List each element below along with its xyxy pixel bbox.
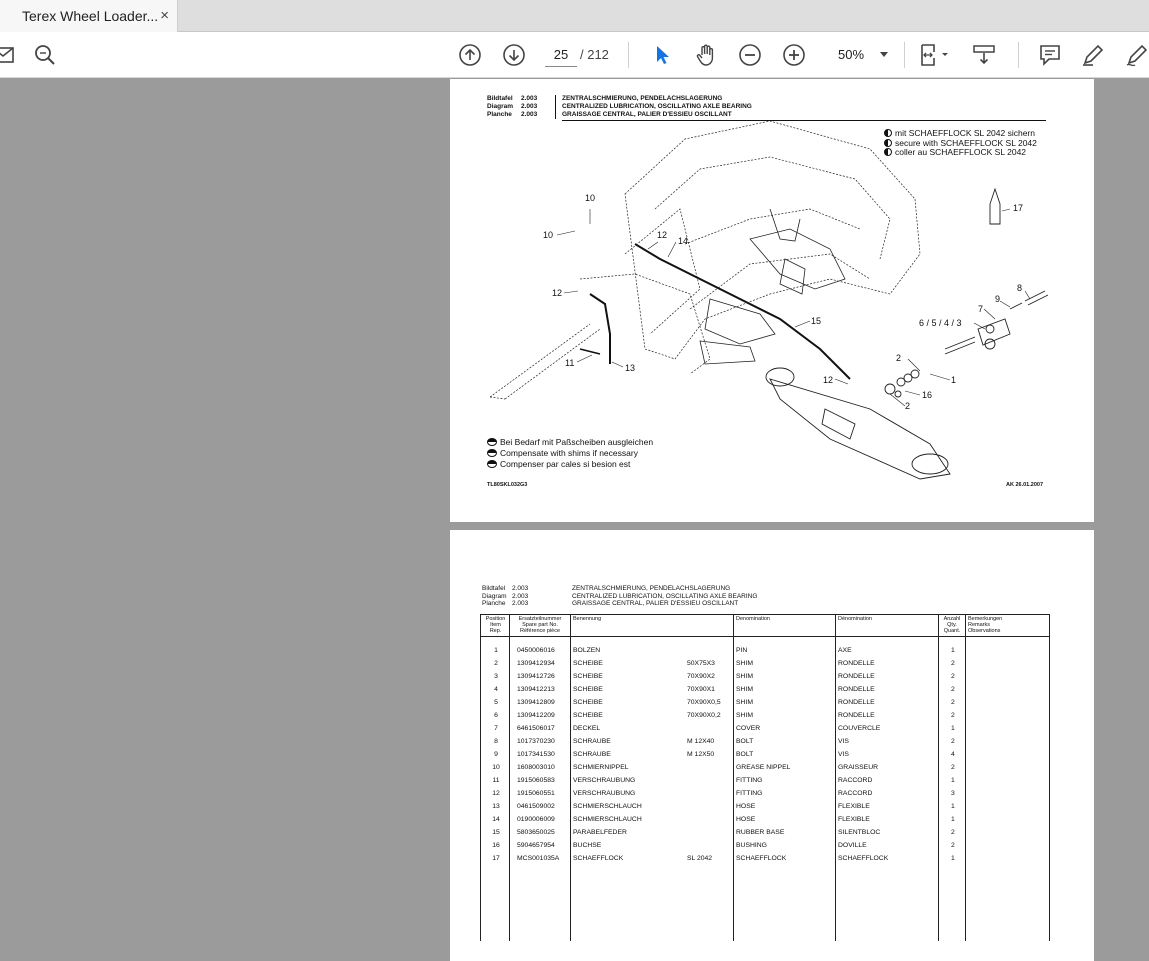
toolbar-divider [1018, 42, 1019, 68]
row-quantity: 2 [951, 738, 955, 745]
row-part-number: 1915060551 [517, 790, 555, 797]
row-benennung: VERSCHRAUBUNG [573, 777, 636, 784]
row-part-number: MCS001035A [517, 855, 560, 862]
table-row [481, 801, 1051, 814]
callout-label: 11 [565, 358, 575, 368]
legend-text: Compensate with shims if necessary [500, 448, 638, 458]
legend-text: secure with SCHAEFFLOCK SL 2042 [895, 137, 1037, 148]
pdf-toolbar [0, 32, 1149, 78]
row-spec: 70X90X0,2 [687, 712, 721, 719]
row-spec: SL 2042 [687, 855, 713, 862]
header-number: 2.003 [521, 111, 538, 118]
close-tab-icon[interactable]: × [160, 7, 169, 24]
previous-page-icon[interactable] [457, 42, 483, 68]
row-denomination-en: BOLT [736, 751, 754, 758]
header-title: ZENTRALSCHMIERUNG, PENDELACHSLAGERUNG [562, 95, 723, 102]
callout-label: 12 [823, 375, 834, 385]
table-row [481, 723, 1051, 736]
row-quantity: 2 [951, 686, 955, 693]
table-row [481, 814, 1051, 827]
header-line: Référence pièce [519, 628, 561, 634]
row-denomination-fr: AXE [838, 647, 852, 654]
row-position: 15 [492, 829, 500, 836]
row-benennung: SCHEIBE [573, 712, 603, 719]
row-denomination-en: COVER [736, 725, 761, 732]
row-position: 6 [494, 712, 498, 719]
row-denomination-fr: FLEXIBLE [838, 816, 870, 823]
row-quantity: 2 [951, 829, 955, 836]
row-part-number: 1309412209 [517, 712, 555, 719]
zoom-level-select[interactable]: 50% [838, 47, 865, 62]
header-line: Qty. [947, 622, 957, 628]
callout-label: 2 [905, 401, 911, 411]
column-header-qty [940, 616, 964, 634]
table-row [481, 840, 1051, 853]
header-title: GRAISSAGE CENTRAL, PALIER D'ESSIEU OSCILLANT [572, 600, 739, 607]
row-position: 4 [494, 686, 498, 693]
row-position: 7 [494, 725, 498, 732]
comment-icon[interactable] [1037, 42, 1063, 68]
header-line: Anzahl [943, 616, 961, 622]
column-header-benennung: Benennung [573, 616, 602, 622]
row-position: 11 [492, 777, 500, 784]
legend-text: Compenser par cales si besion est [500, 459, 631, 469]
row-denomination-en: PIN [736, 647, 748, 654]
row-quantity: 1 [951, 855, 955, 862]
callout-label: 8 [1017, 283, 1023, 293]
callout-label: 13 [625, 363, 636, 373]
table-row [481, 671, 1051, 684]
chevron-down-icon[interactable] [880, 52, 888, 57]
row-part-number: 1017370230 [517, 738, 555, 745]
header-title: CENTRALIZED LUBRICATION, OSCILLATING AXLE BEARING [562, 103, 752, 110]
row-part-number: 5803650025 [517, 829, 555, 836]
column-header-part-no [511, 616, 569, 634]
legend-text: Bei Bedarf mit Paßscheiben ausgleichen [500, 437, 654, 447]
tab-title: Terex Wheel Loader... [22, 8, 159, 24]
row-quantity: 3 [951, 790, 955, 797]
callout-label: 14 [678, 236, 689, 246]
row-denomination-fr: RONDELLE [838, 673, 875, 680]
row-benennung: SCHEIBE [573, 660, 603, 667]
row-spec: M 12X40 [687, 738, 715, 745]
header-line: Position [485, 616, 506, 622]
row-quantity: 1 [951, 816, 955, 823]
callout-label: 15 [811, 316, 822, 326]
row-denomination-en: GREASE NIPPEL [736, 764, 791, 771]
row-position: 9 [494, 751, 498, 758]
row-denomination-en: SHIM [736, 712, 753, 719]
row-part-number: 0450006016 [517, 647, 555, 654]
header-title: CENTRALIZED LUBRICATION, OSCILLATING AXLE BEARING [572, 592, 758, 600]
row-benennung: SCHMIERSCHLAUCH [573, 803, 642, 810]
row-denomination-fr: RONDELLE [838, 686, 875, 693]
row-denomination-en: BOLT [736, 738, 754, 745]
table-row [481, 658, 1051, 671]
row-spec: 70X90X1 [687, 686, 715, 693]
header-line: Ersatzteilnummer [518, 616, 562, 622]
row-position: 8 [494, 738, 498, 745]
callout-label: 1 [951, 375, 957, 385]
shim-icon [487, 460, 497, 468]
page-total-label: / 212 [580, 47, 609, 62]
row-benennung: SCHEIBE [573, 673, 603, 680]
table-row [481, 645, 1051, 658]
row-spec: 50X75X3 [687, 660, 715, 667]
callout-label: 10 [543, 230, 554, 240]
page-header-labels [482, 585, 507, 608]
row-benennung: BUCHSE [573, 842, 602, 849]
row-quantity: 2 [951, 660, 955, 667]
table-row [481, 684, 1051, 697]
row-benennung: SCHRAUBE [573, 751, 611, 758]
header-line: Bemerkungen [968, 616, 1003, 622]
header-line: Remarks [968, 622, 991, 628]
row-position: 16 [492, 842, 500, 849]
row-position: 3 [494, 673, 498, 680]
header-number: 2.003 [512, 585, 529, 592]
header-line: Spare part No. [522, 622, 558, 628]
header-title: ZENTRALSCHMIERUNG, PENDELACHSLAGERUNG [572, 585, 731, 592]
header-line: Item [490, 622, 501, 628]
next-page-icon[interactable] [501, 42, 527, 68]
row-quantity: 1 [951, 647, 955, 654]
table-row [481, 788, 1051, 801]
row-denomination-en: SCHAEFFLOCK [736, 855, 787, 862]
legend-shims [487, 437, 653, 470]
row-quantity: 2 [951, 673, 955, 680]
row-denomination-fr: FLEXIBLE [838, 803, 870, 810]
fit-page-icon[interactable] [917, 42, 951, 68]
parts-table [480, 614, 1050, 941]
row-quantity: 2 [951, 699, 955, 706]
header-number: 2.003 [521, 95, 538, 102]
row-spec: 70X90X0,5 [687, 699, 721, 706]
page-header-titles [572, 585, 757, 608]
row-denomination-fr: SILENTBLOC [838, 829, 881, 836]
row-spec: 70X90X2 [687, 673, 715, 680]
row-quantity: 2 [951, 842, 955, 849]
row-quantity: 1 [951, 725, 955, 732]
row-benennung: BOLZEN [573, 647, 601, 654]
row-part-number: 1608003010 [517, 764, 555, 771]
row-part-number: 5904657954 [517, 842, 555, 849]
header-line: Rep. [489, 628, 502, 634]
row-position: 5 [494, 699, 498, 706]
row-position: 17 [492, 855, 500, 862]
row-denomination-en: SHIM [736, 699, 753, 706]
row-benennung: SCHRAUBE [573, 738, 611, 745]
column-header-position [483, 616, 508, 634]
row-quantity: 4 [951, 751, 955, 758]
row-denomination-fr: RACCORD [838, 790, 873, 797]
column-header-denomination-fr: Dénomination [838, 616, 872, 622]
toolbar-divider [904, 42, 905, 68]
drawing-date: AK 26.01.2007 [1006, 482, 1043, 488]
row-position: 1 [494, 647, 498, 654]
row-benennung: SCHEIBE [573, 686, 603, 693]
shim-icon [487, 449, 497, 457]
row-denomination-fr: RONDELLE [838, 660, 875, 667]
row-denomination-en: HOSE [736, 816, 756, 823]
table-row [481, 697, 1051, 710]
row-benennung: VERSCHRAUBUNG [573, 790, 636, 797]
row-denomination-en: HOSE [736, 803, 756, 810]
row-benennung: SCHMIERSCHLAUCH [573, 816, 642, 823]
column-header-remarks [968, 616, 1002, 634]
pdf-page-parts-list [450, 530, 1094, 961]
table-row [481, 710, 1051, 723]
column-header-denomination: Denomination [736, 616, 770, 622]
hand-tool-icon[interactable] [693, 42, 719, 68]
row-denomination-fr: SCHAEFFLOCK [838, 855, 889, 862]
table-row [481, 749, 1051, 762]
row-denomination-en: SHIM [736, 673, 753, 680]
row-quantity: 1 [951, 803, 955, 810]
row-quantity: 2 [951, 712, 955, 719]
shim-icon [487, 438, 497, 446]
drawing-code: TL80SKL032G3 [487, 482, 528, 488]
row-benennung: DECKEL [573, 725, 601, 732]
row-denomination-en: SHIM [736, 660, 753, 667]
header-line: Observations [968, 628, 1001, 634]
zoom-out-icon[interactable] [737, 42, 763, 68]
callout-label: 12 [552, 288, 563, 298]
header-number: 2.003 [521, 103, 538, 110]
scroll-mode-icon[interactable] [971, 42, 997, 68]
row-benennung: SCHAEFFLOCK [573, 855, 624, 862]
row-position: 2 [494, 660, 498, 667]
row-denomination-en: BUSHING [736, 842, 767, 849]
table-row [481, 827, 1051, 840]
callout-label: 2 [896, 353, 902, 363]
zoom-in-icon[interactable] [781, 42, 807, 68]
row-denomination-fr: GRAISSEUR [838, 764, 879, 771]
document-tab[interactable] [0, 0, 178, 32]
row-part-number: 1309412213 [517, 686, 555, 693]
row-denomination-fr: VIS [838, 738, 849, 745]
row-denomination-en: SHIM [736, 686, 753, 693]
row-position: 14 [492, 816, 500, 823]
table-row [481, 853, 1051, 866]
pdf-page-diagram [450, 79, 1094, 522]
row-position: 13 [492, 803, 500, 810]
row-denomination-fr: RONDELLE [838, 712, 875, 719]
legend-text: coller au SCHAEFFLOCK SL 2042 [895, 147, 1027, 157]
legend-text: mit SCHAEFFLOCK SL 2042 sichern [895, 128, 1035, 138]
row-part-number: 6461506017 [517, 725, 555, 732]
header-label: Diagram [482, 592, 507, 600]
callout-label: 17 [1013, 203, 1024, 213]
tab-bar [0, 0, 1149, 32]
row-part-number: 1017341530 [517, 751, 555, 758]
row-benennung: SCHMIERNIPPEL [573, 764, 629, 771]
row-denomination-fr: VIS [838, 751, 849, 758]
search-icon[interactable] [32, 42, 58, 68]
row-quantity: 2 [951, 764, 955, 771]
row-part-number: 1309412726 [517, 673, 555, 680]
row-benennung: PARABELFEDER [573, 829, 627, 836]
row-spec: M 12X50 [687, 751, 715, 758]
mail-icon[interactable] [0, 42, 16, 68]
table-row [481, 762, 1051, 775]
callout-label: 16 [922, 390, 933, 400]
callout-label: 7 [978, 304, 984, 314]
header-label: Bildtafel [482, 585, 506, 592]
select-pointer-icon[interactable] [649, 42, 675, 68]
table-row [481, 775, 1051, 788]
header-number: 2.003 [512, 600, 529, 607]
row-part-number: 0190006009 [517, 816, 555, 823]
row-denomination-en: FITTING [736, 790, 763, 797]
row-position: 12 [492, 790, 500, 797]
row-part-number: 1309412809 [517, 699, 555, 706]
row-denomination-en: FITTING [736, 777, 763, 784]
callout-label: 9 [995, 294, 1001, 304]
header-rule [481, 636, 1049, 637]
table-row [481, 736, 1051, 749]
row-benennung: SCHEIBE [573, 699, 603, 706]
row-denomination-fr: DOVILLE [838, 842, 867, 849]
row-position: 10 [492, 764, 500, 771]
row-denomination-fr: COUVERCLE [838, 725, 881, 732]
row-part-number: 1309412934 [517, 660, 555, 667]
row-part-number: 1915060583 [517, 777, 555, 784]
page-header-numbers [512, 585, 528, 608]
header-line: Quant. [943, 628, 961, 634]
highlight-pen-icon[interactable] [1080, 42, 1106, 68]
row-denomination-en: RUBBER BASE [736, 829, 785, 836]
page-number-input[interactable]: 25 [545, 43, 577, 67]
toolbar-divider [628, 42, 629, 68]
header-label: Bildtafel [487, 95, 513, 102]
row-quantity: 1 [951, 777, 955, 784]
header-title: GRAISSAGE CENTRAL, PALIER D'ESSIEU OSCILLANT [562, 111, 732, 118]
row-part-number: 0461509002 [517, 803, 555, 810]
row-denomination-fr: RONDELLE [838, 699, 875, 706]
header-label: Diagram [487, 103, 514, 110]
header-number: 2.003 [512, 592, 529, 600]
callout-label: 6 / 5 / 4 / 3 [919, 318, 962, 328]
sign-icon[interactable] [1124, 42, 1149, 68]
row-denomination-fr: RACCORD [838, 777, 873, 784]
callout-label: 10 [585, 193, 596, 203]
header-label: Planche [487, 111, 512, 118]
callout-label: 12 [657, 230, 668, 240]
header-label: Planche [482, 600, 506, 607]
